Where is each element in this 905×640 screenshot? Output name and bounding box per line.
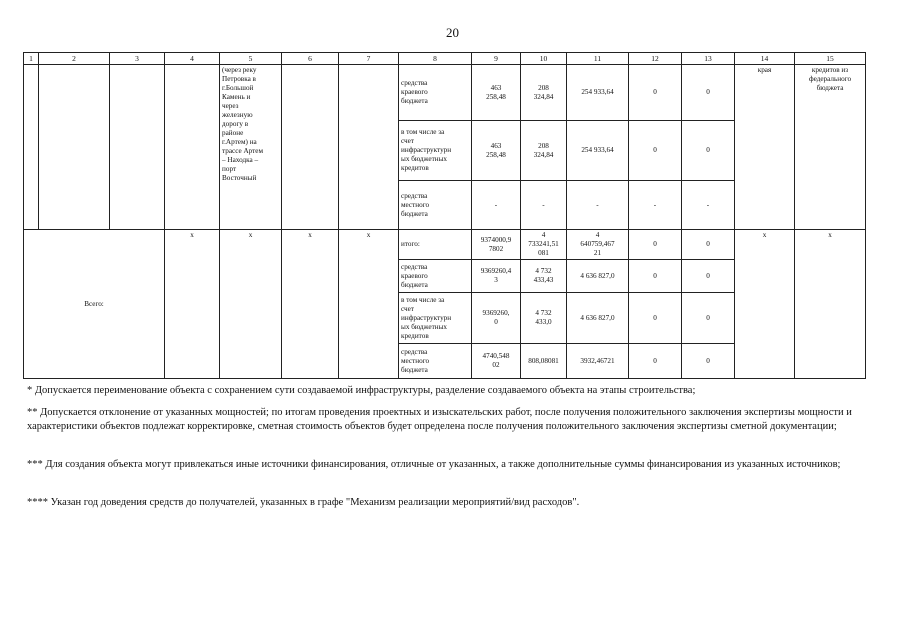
value-cell: 4 636 827,0 — [567, 260, 629, 293]
col-header: 8 — [399, 53, 472, 65]
value-cell: 0 — [629, 293, 682, 344]
funding-source: средства краевого бюджета — [399, 65, 472, 121]
col-header: 14 — [735, 53, 795, 65]
value-cell: 0 — [629, 121, 682, 181]
value-cell: 463 258,48 — [472, 65, 521, 121]
value-cell: 0 — [682, 230, 735, 260]
page-number: 20 — [446, 25, 459, 40]
col-header: 1 — [24, 53, 39, 65]
footnote-3: *** Для создания объекта могут привлекаться иные источники финансирования, отличные от указанных, а также дополнительные суммы финансирования из указанных источников; — [27, 459, 841, 470]
value-cell: 0 — [682, 344, 735, 379]
funding-source: в том числе за счет инфраструктурн ых бюджетных кредитов — [399, 293, 472, 344]
financing-table — [23, 52, 866, 379]
x-mark: x — [165, 230, 220, 379]
value-cell: 808,08081 — [521, 344, 567, 379]
table-row — [24, 65, 866, 121]
col-header: 6 — [282, 53, 339, 65]
x-mark: x — [220, 230, 282, 379]
total-label: Всего: — [24, 230, 165, 379]
funding-source: итого: — [399, 230, 472, 260]
footnote-2: ** Допускается отклонение от указанных мощностей; по итогам проведения проектных и изыскательских работ, после получения положительного заключения экспертизы мощности и характеристики объектов подлежат корректировке, сметная стоимость объектов будет определена после получения положительного заключения экспертизы сметной документации; — [27, 407, 852, 433]
object-description: (через реку Петровка в г.Большой Камень и через железную дорогу в районе г.Артем) на трассе Артем – Находка – порт Восточный — [220, 65, 282, 230]
value-cell: - — [567, 181, 629, 230]
col-header: 2 — [39, 53, 110, 65]
funding-source: в том числе за счет инфраструктурн ых бюджетных кредитов — [399, 121, 472, 181]
value-cell: 0 — [682, 65, 735, 121]
value-cell: 4740,548 02 — [472, 344, 521, 379]
x-mark: x — [339, 230, 399, 379]
value-cell: 0 — [682, 121, 735, 181]
value-cell: 9369260,4 3 — [472, 260, 521, 293]
value-cell: 4 733241,51 081 — [521, 230, 567, 260]
value-cell: - — [682, 181, 735, 230]
value-cell: 4 636 827,0 — [567, 293, 629, 344]
value-cell: 208 324,84 — [521, 65, 567, 121]
value-cell: - — [472, 181, 521, 230]
value-cell: 3932,46721 — [567, 344, 629, 379]
col14-text: края — [735, 65, 795, 230]
col-header: 15 — [795, 53, 866, 65]
value-cell: - — [521, 181, 567, 230]
value-cell: 0 — [629, 65, 682, 121]
x-mark: x — [795, 230, 866, 379]
col-header: 7 — [339, 53, 399, 65]
value-cell: 0 — [682, 260, 735, 293]
value-cell: 0 — [682, 293, 735, 344]
value-cell: 254 933,64 — [567, 121, 629, 181]
col-header: 13 — [682, 53, 735, 65]
value-cell: 208 324,84 — [521, 121, 567, 181]
col-header: 11 — [567, 53, 629, 65]
value-cell: 4 732 433,43 — [521, 260, 567, 293]
col-header: 9 — [472, 53, 521, 65]
column-number-row — [24, 53, 866, 65]
table-row — [24, 230, 866, 260]
value-cell: 0 — [629, 260, 682, 293]
funding-source: средства местного бюджета — [399, 344, 472, 379]
col15-text: кредитов из федерального бюджета — [795, 65, 866, 230]
value-cell: 4 640759,467 21 — [567, 230, 629, 260]
value-cell: 0 — [629, 230, 682, 260]
col-header: 4 — [165, 53, 220, 65]
value-cell: 4 732 433,0 — [521, 293, 567, 344]
col-header: 12 — [629, 53, 682, 65]
value-cell: 9374000,9 7802 — [472, 230, 521, 260]
value-cell: - — [629, 181, 682, 230]
footnote-4: **** Указан год доведения средств до получателей, указанных в графе "Механизм реализации мероприятий/вид расходов". — [27, 497, 580, 508]
value-cell: 9369260, 0 — [472, 293, 521, 344]
x-mark: x — [735, 230, 795, 379]
funding-source: средства местного бюджета — [399, 181, 472, 230]
col-header: 5 — [220, 53, 282, 65]
col-header: 10 — [521, 53, 567, 65]
footnote-1: * Допускается переименование объекта с сохранением сути создаваемой инфраструктуры, разделение создаваемого объекта на этапы строительства; — [27, 385, 696, 396]
value-cell: 0 — [629, 344, 682, 379]
value-cell: 254 933,64 — [567, 65, 629, 121]
funding-source: средства краевого бюджета — [399, 260, 472, 293]
x-mark: x — [282, 230, 339, 379]
col-header: 3 — [110, 53, 165, 65]
value-cell: 463 258,48 — [472, 121, 521, 181]
